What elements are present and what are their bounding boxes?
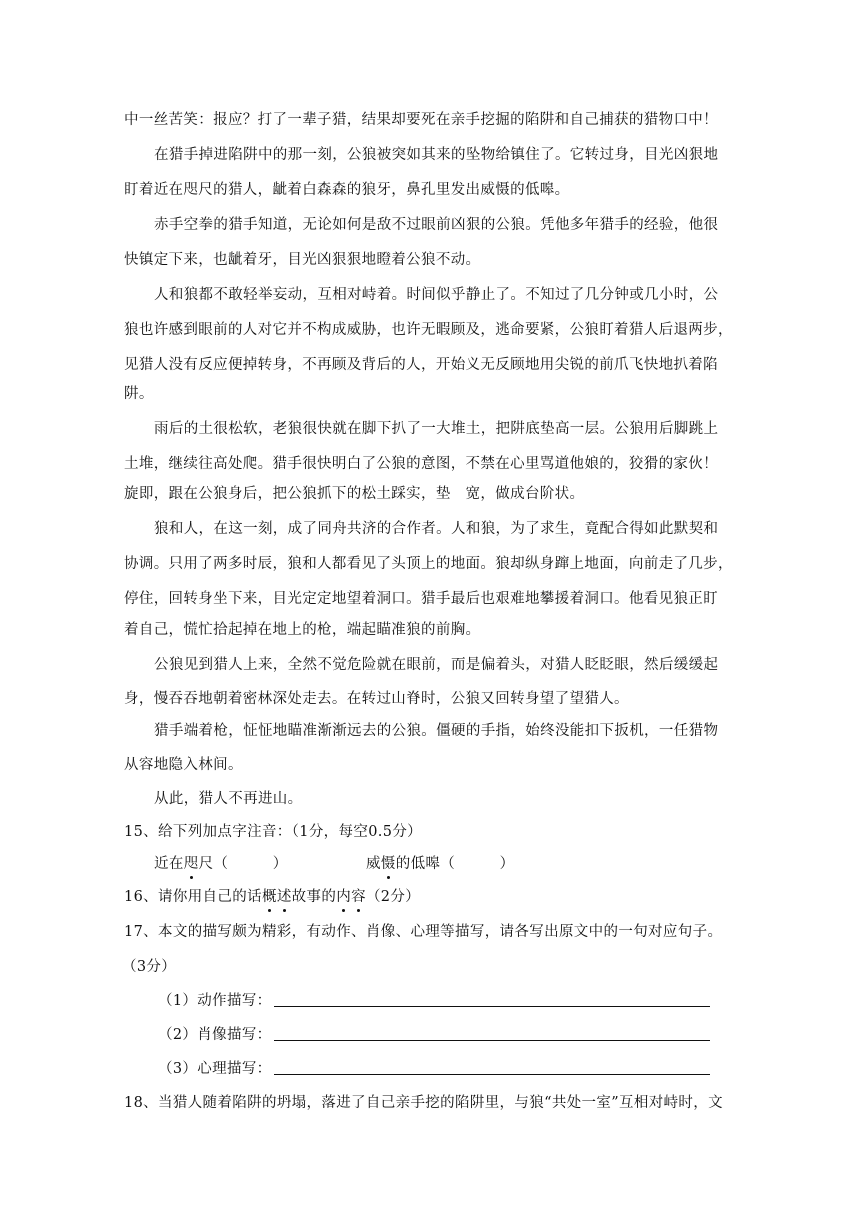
q15-item1-blank[interactable]: 尺（ ） (198, 856, 288, 872)
story-line-12: 旋即，跟在公狼身后，把公狼抓下的松土踩实，垫 宽，做成台阶状。 (124, 486, 585, 502)
question-17-score: （3分） (122, 959, 177, 975)
story-line-8: 见猎人没有反应便掉转身，不再顾及背后的人，开始义无反顾地用尖锐的前爪飞快地扒着陷 (124, 357, 718, 373)
q16-dotted-char-1: 概 (261, 889, 277, 905)
question-16 (124, 887, 736, 907)
q17-label-psychology: （3）心理描写： (158, 1061, 272, 1077)
q16-dotted-char-3: 内 (336, 889, 352, 905)
q15-item2-prefix: 威 (366, 856, 381, 872)
story-line-7: 狼也许感到眼前的人对它并不构成威胁，也许无暇顾及，逃命要紧，公狼盯着猎人后退两步， (124, 322, 733, 338)
story-line-4: 赤手空拳的猎手知道，无论如何是敌不过眼前凶狠的公狼。凭他多年猎手的经验，他很 (154, 217, 719, 233)
q16-score: （2分） (365, 889, 421, 905)
story-line-3: 盯着近在咫尺的猎人，龇着白森森的狼牙，鼻孔里发出威慑的低嗥。 (124, 182, 570, 198)
story-line-17: 公狼见到猎人上来，全然不觉危险就在眼前，而是偏着头，对猎人眨眨眼，然后缓缓起 (154, 657, 719, 673)
story-line-5: 快镇定下来，也龇着牙，目光凶狠狠地瞪着公狼不动。 (124, 252, 481, 268)
q16-dotted-char-4: 容 (351, 889, 366, 905)
question-15-title: 15、给下列加点字注音：（1分，每空0.5分） (124, 824, 423, 840)
story-line-15: 停住，回转身坐下来，目光定定地望着洞口。猎手最后也艰难地攀援着洞口。他看见狼正盯 (124, 591, 718, 607)
question-17-title: 17、本文的描写颇为精彩，有动作、肖像、心理等描写，请各写出原文中的一句对应句子。 (124, 924, 723, 940)
q17-answer-line-psychology[interactable] (274, 1060, 710, 1075)
q17-label-portrait: （2）肖像描写： (158, 1027, 272, 1043)
story-line-18: 身，慢吞吞地朝着密林深处走去。在转过山脊时，公狼又回转身望了望猎人。 (124, 691, 629, 707)
story-line-16: 着自己，慌忙拾起掉在地上的枪，端起瞄准狼的前胸。 (124, 622, 481, 638)
q17-answer-row-3 (158, 1059, 770, 1079)
story-line-13: 狼和人，在这一刻，成了同舟共济的合作者。人和狼，为了求生，竟配合得如此默契和 (154, 521, 719, 537)
story-line-9: 阱。 (124, 386, 154, 402)
q17-answer-line-action[interactable] (274, 992, 710, 1007)
q16-dotted-char-2: 述 (276, 889, 292, 905)
q15-dotted-char-1: 咫 (183, 856, 199, 872)
q16-text-2: 故事的 (291, 889, 337, 905)
q16-text-1: 16、请你用自己的话 (124, 889, 262, 905)
q15-item2-blank[interactable]: 的低嗥（ ） (395, 856, 515, 872)
story-line-11: 土堆，继续往高处爬。猎手很快明白了公狼的意图，不禁在心里骂道他娘的，狡猾的家伙！ (124, 456, 718, 472)
story-line-2: 在猎手掉进陷阱中的那一刻，公狼被突如其来的坠物给镇住了。它转过身，目光凶狠地 (154, 147, 719, 163)
story-line-19: 猎手端着枪，怔怔地瞄准渐渐远去的公狼。僵硬的手指，始终没能扣下扳机，一任猎物 (154, 723, 719, 739)
question-15-item-2 (366, 854, 566, 874)
story-line-21: 从此，猎人不再进山。 (154, 791, 303, 807)
q17-answer-line-portrait[interactable] (274, 1026, 710, 1041)
story-line-10: 雨后的土很松软，老狼很快就在脚下扒了一大堆土，把阱底垫高一层。公狼用后脚跳上 (154, 421, 719, 437)
q17-label-action: （1）动作描写： (158, 993, 272, 1009)
story-line-6: 人和狼都不敢轻举妄动，互相对峙着。时间似乎静止了。不知过了几分钟或几小时，公 (154, 287, 719, 303)
question-15-item-1 (154, 854, 334, 874)
q15-dotted-char-2: 慑 (380, 856, 396, 872)
q17-answer-row-1 (158, 991, 770, 1011)
story-line-20: 从容地隐入林间。 (124, 757, 243, 773)
q15-item1-prefix: 近在 (154, 856, 184, 872)
story-line-1: 中一丝苦笑：报应？打了一辈子猎，结果却要死在亲手挖掘的陷阱和自己捕获的猎物口中！ (124, 112, 718, 128)
story-line-14: 协调。只用了两多时辰，狼和人都看见了头顶上的地面。狼却纵身蹿上地面，向前走了几步， (124, 556, 733, 572)
question-18-title: 18、当猎人随着陷阱的坍塌，落进了自己亲手挖的陷阱里，与狼“共处一室”互相对峙时，文 (124, 1095, 723, 1111)
q17-answer-row-2 (158, 1025, 770, 1045)
